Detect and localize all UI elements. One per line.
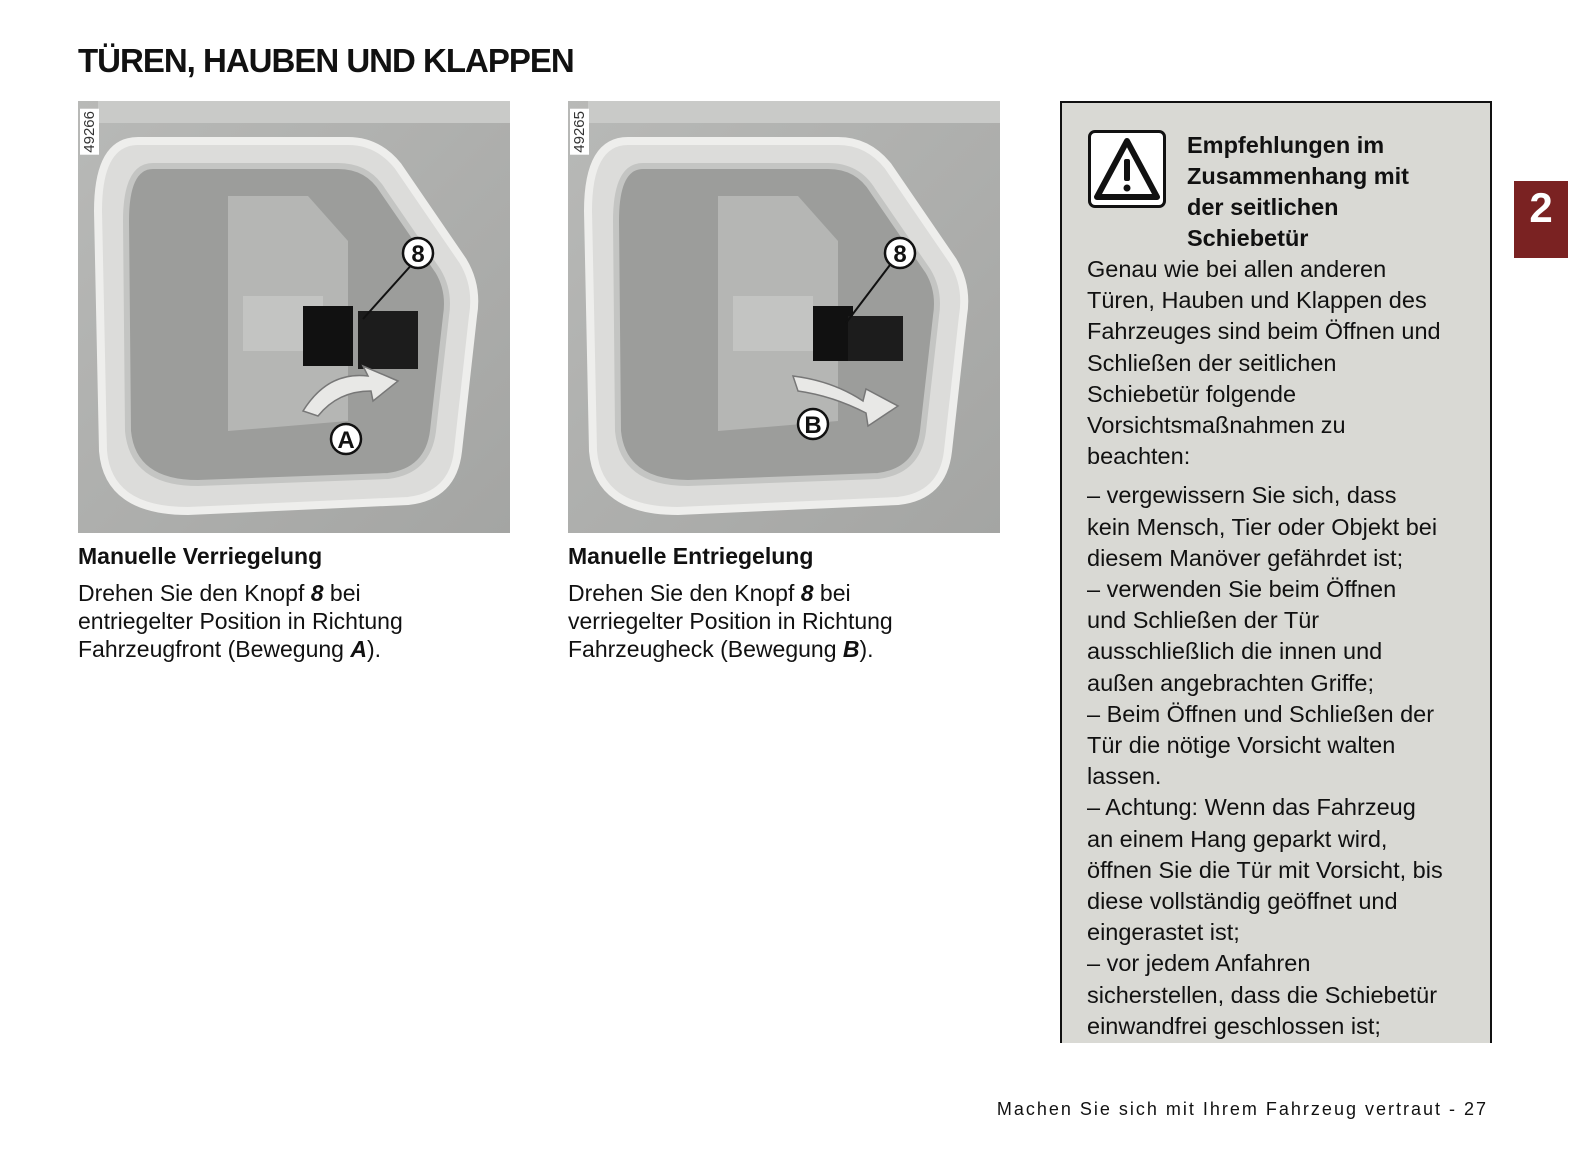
warning-text-line: Zusammenhang mit: [1187, 163, 1409, 189]
warning-text-line: Schiebetür folgende: [1087, 380, 1297, 407]
caption-manual-unlocking: [568, 542, 988, 663]
warning-text-line: kein Mensch, Tier oder Objekt bei: [1087, 513, 1438, 540]
warning-triangle-icon: [1088, 130, 1166, 208]
warning-box: [1060, 101, 1492, 1043]
warning-text-line: Fahrzeuges sind beim Öffnen und: [1087, 318, 1441, 345]
warning-text-line: und Schließen der Tür: [1087, 607, 1320, 634]
caption-text: bei: [813, 580, 851, 606]
caption-text: bei: [323, 580, 361, 606]
warning-text-line: lassen.: [1087, 763, 1162, 790]
warning-text-line: ausschließlich die innen und: [1087, 638, 1383, 665]
caption-text: verriegelter Position in Richtung: [568, 608, 893, 634]
figure-manual-unlocking: [568, 101, 1000, 533]
warning-text-line: eingerastet ist;: [1087, 919, 1240, 946]
warning-text-line: öffnen Sie die Tür mit Vorsicht, bis: [1087, 856, 1443, 883]
movement-reference: A: [350, 636, 367, 662]
door-handle-illustration: [78, 101, 510, 533]
warning-text-line: – vergewissern Sie sich, dass: [1087, 482, 1397, 509]
door-handle-illustration: [568, 101, 1000, 533]
warning-text-line: – vor jedem Anfahren: [1087, 950, 1311, 977]
caption-heading: Manuelle Entriegelung: [568, 543, 814, 569]
caption-text: ).: [366, 636, 382, 662]
warning-text-line: – Achtung: Wenn das Fahrzeug: [1087, 794, 1416, 821]
caption-text: Drehen Sie den Knopf: [568, 580, 801, 606]
warning-body: [1087, 254, 1443, 1042]
warning-text-line: Tür die nötige Vorsicht walten: [1087, 732, 1396, 759]
warning-text-line: an einem Hang geparkt wird,: [1087, 825, 1388, 852]
movement-reference: B: [842, 636, 860, 662]
caption-text: Drehen Sie den Knopf: [78, 580, 311, 606]
warning-text-line: Schließen der seitlichen: [1087, 349, 1337, 376]
figure-number: 49266: [81, 111, 98, 153]
warning-text-line: einwandfrei geschlossen ist;: [1087, 1012, 1381, 1039]
knob-reference: 8: [310, 580, 324, 606]
caption-text: entriegelter Position in Richtung: [78, 608, 403, 634]
warning-title: [1187, 130, 1409, 254]
figure-manual-locking: [78, 101, 510, 533]
knob-reference: 8: [800, 580, 814, 606]
caption-text: ).: [859, 636, 874, 662]
page-title: TÜREN, HAUBEN UND KLAPPEN: [78, 42, 574, 79]
warning-text-line: diese vollständig geöffnet und: [1087, 888, 1398, 915]
warning-list: [1087, 480, 1443, 1042]
warning-text-line: diesem Manöver gefährdet ist;: [1087, 544, 1404, 571]
warning-text-line: Türen, Hauben und Klappen des: [1087, 287, 1427, 314]
chapter-tab: 2: [1514, 181, 1568, 258]
warning-text-line: der seitlichen: [1187, 194, 1339, 220]
page-footer: Machen Sie sich mit Ihrem Fahrzeug vertraut - 27: [996, 1099, 1488, 1119]
warning-intro: [1087, 254, 1443, 472]
warning-text-line: – Beim Öffnen und Schließen der: [1087, 700, 1435, 727]
figure-number: 49265: [571, 111, 588, 153]
warning-text-line: beachten:: [1087, 443, 1191, 470]
warning-text-line: Schiebetür: [1187, 225, 1309, 251]
movement-callout: B: [804, 412, 822, 439]
knob-callout: 8: [411, 241, 425, 268]
movement-callout: A: [337, 427, 355, 454]
warning-text-line: – verwenden Sie beim Öffnen: [1087, 576, 1397, 603]
warning-text-line: außen angebrachten Griffe;: [1087, 669, 1374, 696]
warning-text-line: Vorsichtsmaßnahmen zu: [1087, 412, 1346, 439]
caption-text: Fahrzeugheck (Bewegung: [568, 636, 843, 662]
caption-manual-locking: [78, 542, 498, 663]
knob-callout: 8: [893, 241, 907, 268]
caption-heading: Manuelle Verriegelung: [78, 543, 323, 569]
warning-text-line: sicherstellen, dass die Schiebetür: [1087, 981, 1438, 1008]
warning-text-line: Empfehlungen im: [1187, 132, 1385, 158]
caption-text: Fahrzeugfront (Bewegung: [78, 636, 351, 662]
warning-text-line: Genau wie bei allen anderen: [1087, 256, 1387, 282]
